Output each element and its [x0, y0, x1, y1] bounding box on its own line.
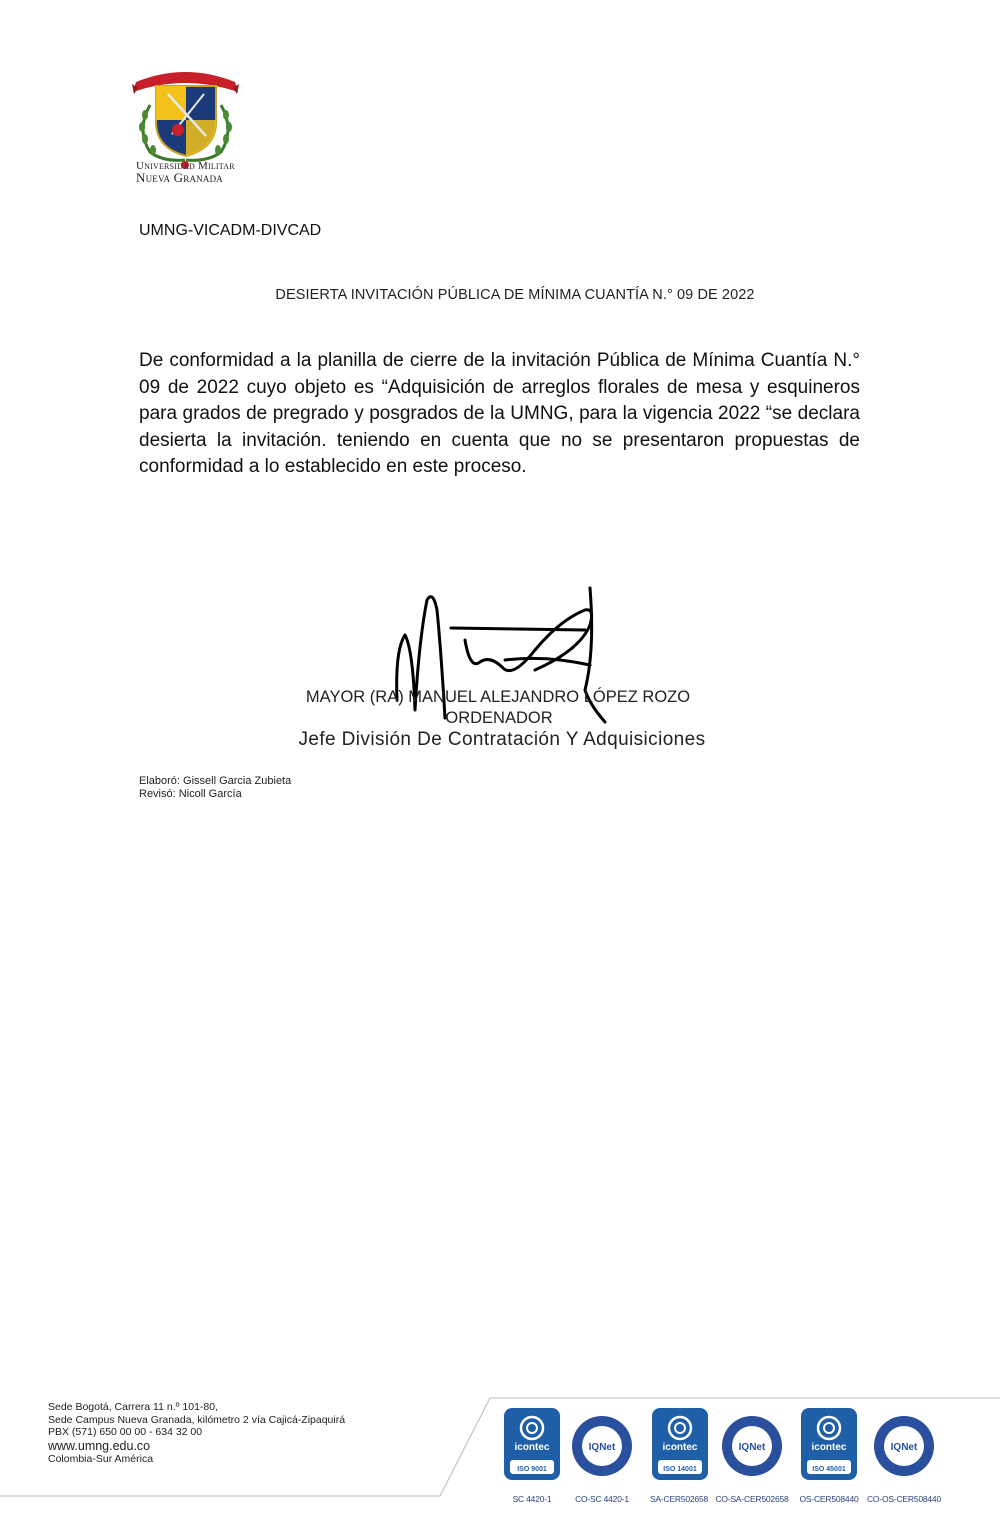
badge-standard: ISO 9001 [517, 1466, 547, 1473]
address-line: Sede Campus Nueva Granada, kilómetro 2 vía Cajicá-Zipaquirá [48, 1413, 346, 1426]
iqnet-badge [872, 1408, 936, 1480]
institution-name [136, 160, 246, 184]
cert-code: CO-SC 4420-1 [575, 1494, 629, 1504]
institution-name-line2: Nueva Granada [136, 170, 223, 185]
address-line: Sede Bogotá, Carrera 11 n.º 101-80, [48, 1401, 218, 1413]
badge-brand: icontec [811, 1442, 847, 1453]
iqnet-badge [720, 1408, 784, 1480]
badge-brand: IQNet [738, 1442, 766, 1453]
icontec-iso9001-badge [502, 1408, 562, 1480]
prepared-by: Elaboró: Gissell Garcia Zubieta [139, 775, 292, 787]
cert-code: SA-CER502658 [649, 1494, 709, 1504]
badge-brand: IQNet [588, 1442, 616, 1453]
body-paragraph: De conformidad a la planilla de cierre de la invitación Pública de Mínima Cuantía N.° 09 de 2022 cuyo objeto es “Adquisición de arreglos florales de mesa y esquineros para grados de pregrado y posgrados de la UMNG, para la vigencia 2022 “se declara desierta la invitación. teniendo en cuenta que no se presentaron propuestas de conformidad a lo establecido en este proceso. [139, 350, 860, 477]
address-line: PBX (571) 650 00 00 - 634 32 00 [48, 1426, 203, 1438]
badge-brand: icontec [662, 1442, 698, 1453]
document-title: DESIERTA INVITACIÓN PÚBLICA DE MÍNIMA CUANTÍA N.° 09 DE 2022 [275, 287, 755, 303]
cert-code: CO-SA-CER502658 [715, 1494, 789, 1504]
cert-code: SC 4420-1 [512, 1494, 552, 1504]
reference-code: UMNG-VICADM-DIVCAD [139, 222, 322, 239]
badge-standard: ISO 14001 [663, 1466, 697, 1473]
signer-name: MAYOR (RA) MANUEL ALEJANDRO LÓPEZ ROZO [305, 688, 691, 706]
badge-standard: ISO 45001 [812, 1466, 846, 1473]
icontec-iso14001-badge [650, 1408, 710, 1480]
cert-code: CO-OS-CER508440 [866, 1494, 941, 1504]
region-text: Colombia-Sur América [48, 1452, 154, 1465]
signer-role: ORDENADOR [445, 709, 553, 727]
signer-department: Jefe División De Contratación Y Adquisiciones [298, 729, 706, 750]
badge-brand: IQNet [890, 1442, 918, 1453]
iqnet-badge [570, 1408, 634, 1480]
badge-brand: icontec [514, 1442, 550, 1453]
icontec-iso45001-badge [799, 1408, 859, 1480]
footer-address [48, 1401, 345, 1465]
website-link[interactable]: www.umng.edu.co [48, 1438, 151, 1453]
institution-name-line1: Universidad Militar [136, 160, 235, 172]
reviewed-by: Revisó: Nicoll García [139, 788, 242, 800]
handwritten-signature [385, 580, 620, 730]
cert-code: OS-CER508440 [799, 1494, 859, 1504]
